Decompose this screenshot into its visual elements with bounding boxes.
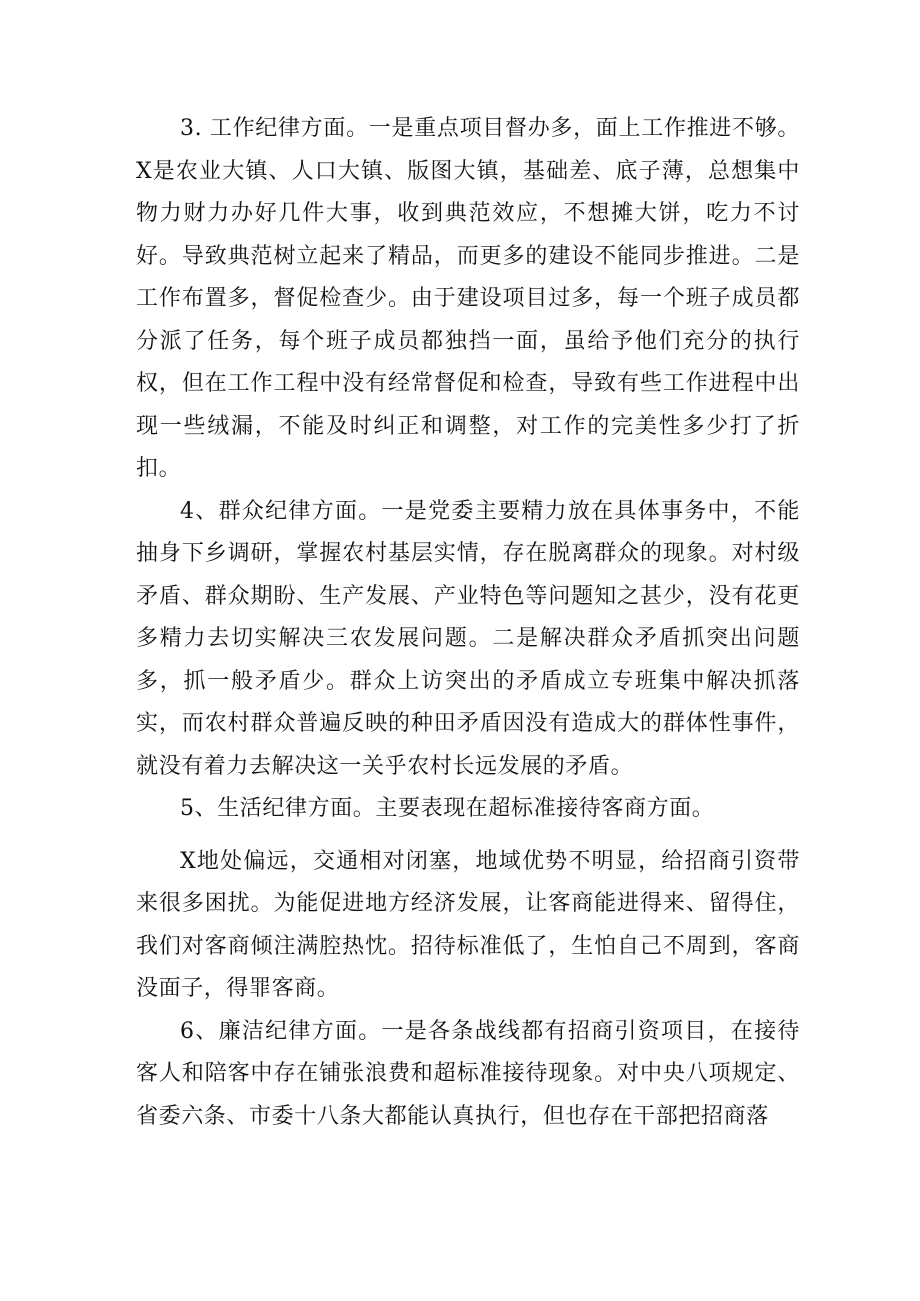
paragraph-investment-hospitality: X地处偏远，交通相对闭塞，地域优势不明显，给招商引资带来很多困扰。为能促进地方经济发展，让客商能进得来、留得住，我们对客商倾注满腔热忱。招待标准低了，生怕自己不周到，客商没面子，得罪客商。 bbox=[136, 848, 800, 1001]
paragraph-mass-discipline: 4、群众纪律方面。一是党委主要精力放在具体事务中，不能抽身下乡调研，掌握农村基层实情，存在脱离群众的现象。对村级矛盾、群众期盼、生产发展、产业特色等问题知之甚少，没有花更多精力去切实解决三农发展问题。二是解决群众矛盾抓突出问题多，抓一般矛盾少。群众上访突出的矛盾成立专班集中解决抓落实，而农村群众普遍反映的种田矛盾因没有造成大的群体性事件，就没有着力去解决这一关乎农村长远发展的矛盾。 bbox=[136, 498, 800, 779]
document-body bbox=[136, 108, 800, 1138]
paragraph-integrity-discipline: 6、廉洁纪律方面。一是各条战线都有招商引资项目，在接待客人和陪客中存在铺张浪费和超标准接待现象。对中央八项规定、省委六条、市委十八条大都能认真执行，但也存在干部把招商落 bbox=[136, 1018, 800, 1129]
paragraph-work-discipline: 3. 工作纪律方面。一是重点项目督办多，面上工作推进不够。X是农业大镇、人口大镇、版图大镇，基础差、底子薄，总想集中物力财力办好几件大事，收到典范效应，不想摊大饼，吃力不讨好。导致典范树立起来了精品，而更多的建设不能同步推进。二是工作布置多，督促检查少。由于建设项目过多，每一个班子成员都分派了任务，每个班子成员都独挡一面，虽给予他们充分的执行权，但在工作工程中没有经常督促和检查，导致有些工作进程中出现一些绒漏，不能及时纠正和调整，对工作的完美性多少打了折扣。 bbox=[136, 116, 800, 481]
paragraph-life-discipline: 5、生活纪律方面。主要表现在超标准接待客商方面。 bbox=[180, 796, 715, 821]
